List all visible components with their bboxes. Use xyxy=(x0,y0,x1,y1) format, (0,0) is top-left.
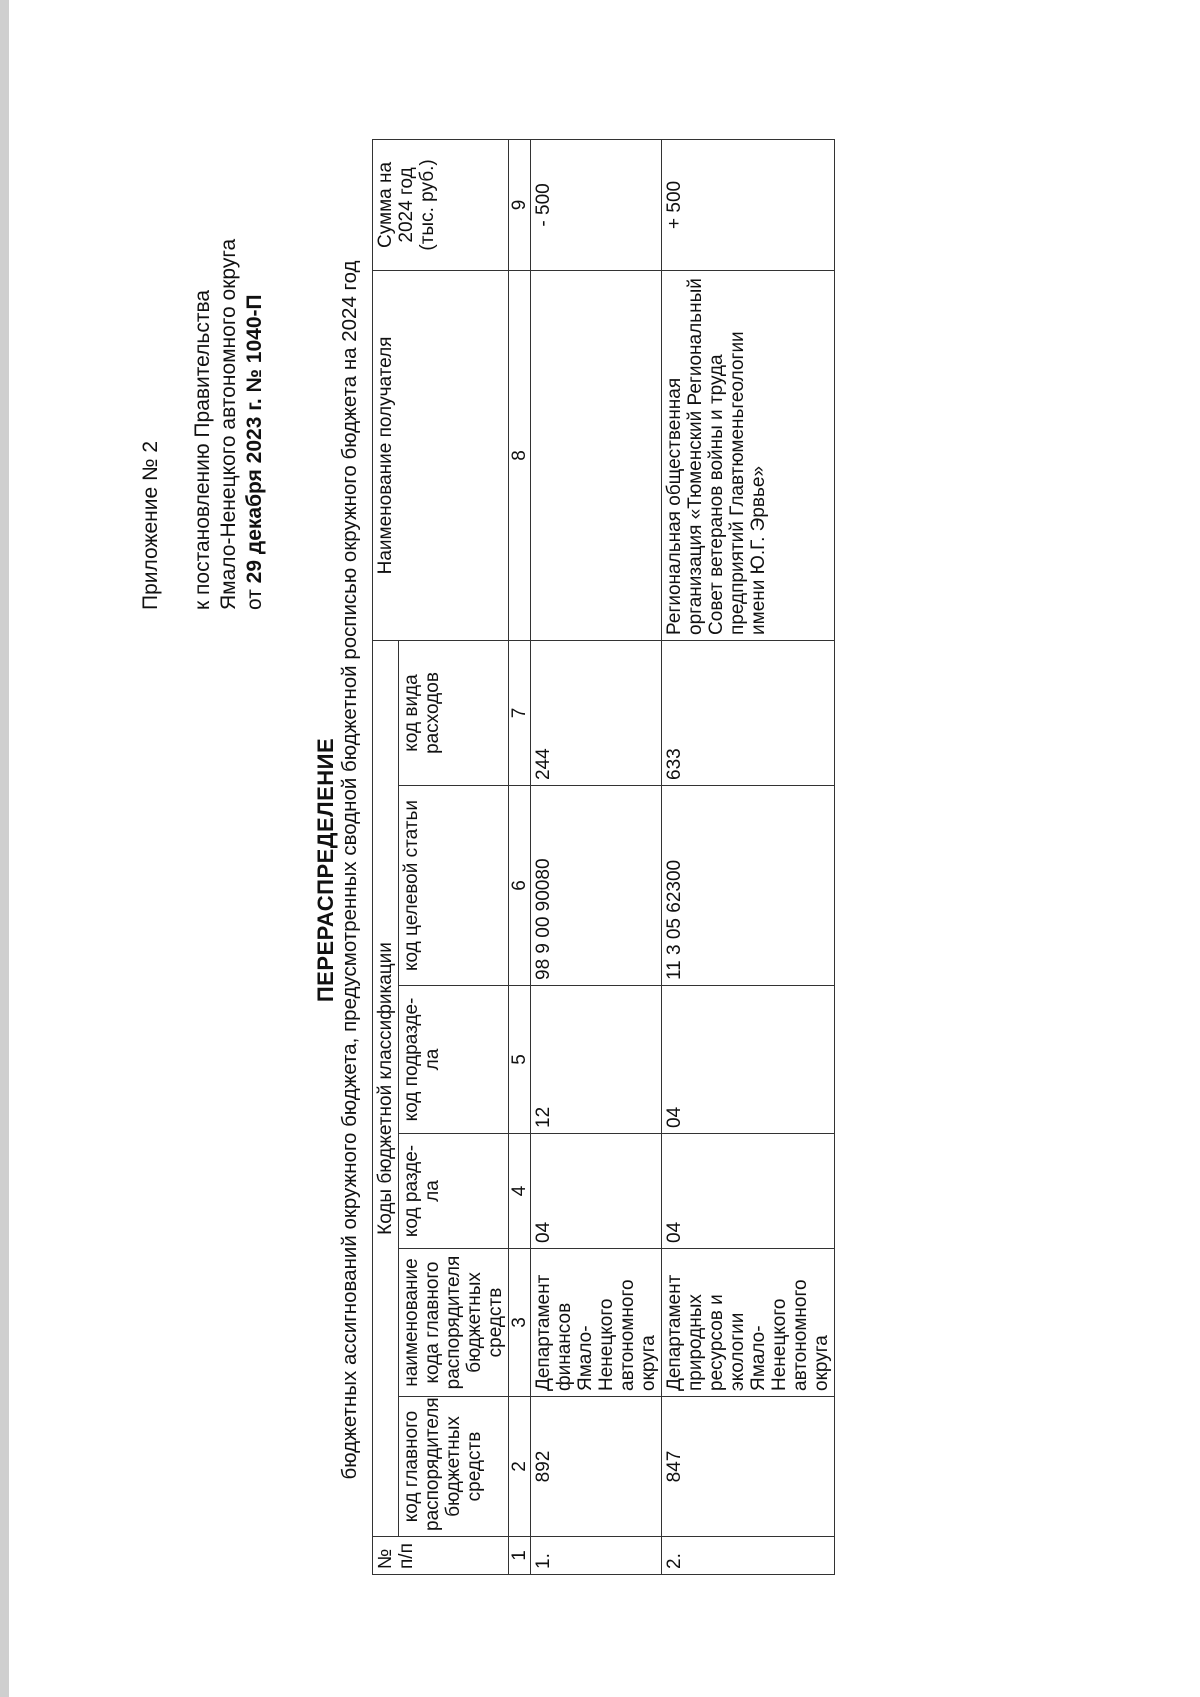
row-recipient: Региональная общественная организация «Тюменский Региональный Совет ветеранов войны и труда предприятий Главтюменьгеологии имени Ю.Г. Эрвье» xyxy=(662,270,835,640)
appendix-date-prefix: от xyxy=(243,583,266,610)
row-sum: - 500 xyxy=(531,139,662,270)
header-recipient: Наименование получателя xyxy=(373,270,509,640)
header-grbs-name: наименование кода главного распорядителя бюджетных средств xyxy=(399,1249,509,1397)
appendix-date-number: 29 декабря 2023 г. № 1040-П xyxy=(243,294,266,584)
column-number: 4 xyxy=(509,1134,531,1249)
row-expense: 633 xyxy=(662,640,835,785)
column-number: 7 xyxy=(509,640,531,785)
row-grbs-name: Департамент природных ресурсов и экологии Ямало-Ненецкого автономного округа xyxy=(662,1249,835,1397)
row-num: 2. xyxy=(662,1537,835,1575)
header-sum: Сумма на 2024 год (тыс. руб.) xyxy=(373,139,509,270)
table-row xyxy=(531,139,662,1574)
appendix-block xyxy=(138,210,268,610)
redistribution-table xyxy=(372,139,835,1575)
column-number: 2 xyxy=(509,1397,531,1537)
row-section: 04 xyxy=(662,1134,835,1249)
header-target: код целевой статьи xyxy=(399,786,509,986)
column-number: 1 xyxy=(509,1537,531,1575)
row-subsection: 04 xyxy=(662,986,835,1134)
header-budget-codes: Коды бюджетной классификации xyxy=(373,640,399,1536)
row-grbs-name: Департамент финансов Ямало-Ненецкого автономного округа xyxy=(531,1249,662,1397)
page-content xyxy=(138,140,858,1600)
row-expense: 244 xyxy=(531,640,662,785)
row-section: 04 xyxy=(531,1134,662,1249)
scan-edge xyxy=(0,0,9,1697)
row-target: 98 9 00 90080 xyxy=(531,786,662,986)
row-subsection: 12 xyxy=(531,986,662,1134)
column-number: 6 xyxy=(509,786,531,986)
header-expense: код вида расходов xyxy=(399,640,509,785)
table-header-row xyxy=(373,139,399,1574)
header-num: № п/п xyxy=(373,1537,509,1575)
appendix-title: Приложение № 2 xyxy=(139,440,162,610)
document-subtitle: бюджетных ассигнований окружного бюджета, предусмотренных сводной бюджетной росписью окружного бюджета на 2024 год xyxy=(338,260,361,1480)
appendix-date-line xyxy=(242,210,268,610)
column-number: 8 xyxy=(509,270,531,640)
header-section: код разде-ла xyxy=(399,1134,509,1249)
document-title: ПЕРЕРАСПРЕДЕЛЕНИЕ xyxy=(313,737,338,1003)
table-row xyxy=(662,139,835,1574)
row-target: 11 3 05 62300 xyxy=(662,786,835,986)
column-number-row xyxy=(509,139,531,1574)
column-number: 9 xyxy=(509,139,531,270)
appendix-region-line: Ямало-Ненецкого автономного округа xyxy=(217,238,240,610)
row-grbs-code: 847 xyxy=(662,1397,835,1537)
appendix-resolution-line: к постановлению Правительства xyxy=(191,289,214,610)
header-subsection: код подразде-ла xyxy=(399,986,509,1134)
row-num: 1. xyxy=(531,1537,662,1575)
row-grbs-code: 892 xyxy=(531,1397,662,1537)
header-grbs-code: код главного распорядителя бюджетных средств xyxy=(399,1397,509,1537)
row-sum: + 500 xyxy=(662,139,835,270)
row-recipient xyxy=(531,270,662,640)
column-number: 3 xyxy=(509,1249,531,1397)
column-number: 5 xyxy=(509,986,531,1134)
